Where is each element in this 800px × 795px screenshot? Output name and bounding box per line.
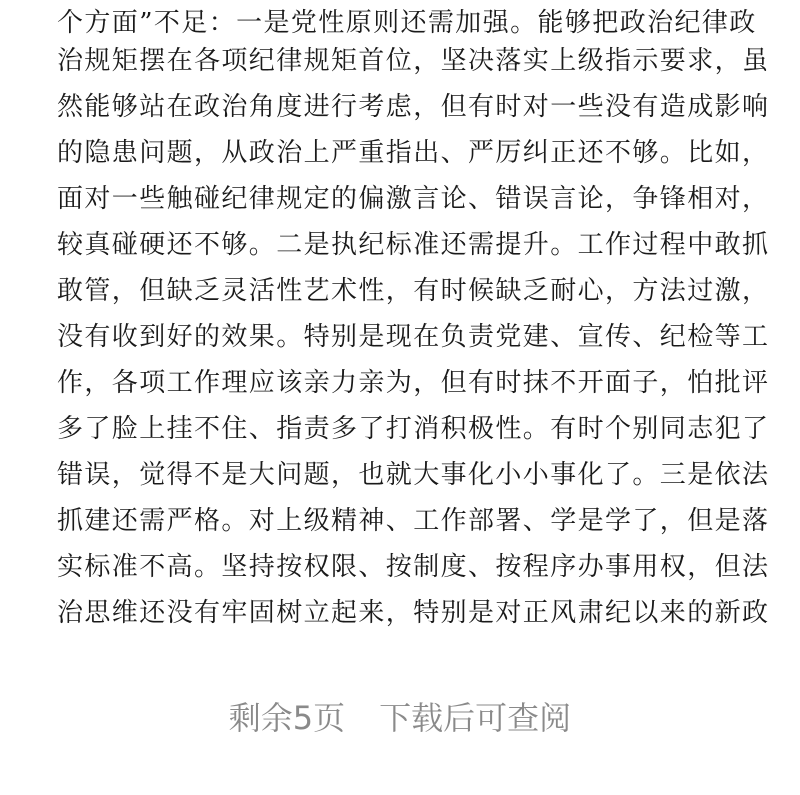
text-line: 实标准不高。坚持按权限、按制度、按程序办事用权，但法	[57, 552, 770, 582]
remaining-pages-label: 剩余5页	[228, 699, 346, 737]
text-line: 敢管，但缺乏灵活性艺术性，有时候缺乏耐心，方法过激，	[57, 276, 770, 306]
text-line: 没有收到好的效果。特别是现在负责党建、宣传、纪检等工	[57, 322, 770, 352]
text-line: 治规矩摆在各项纪律规矩首位，坚决落实上级指示要求，虽	[57, 46, 770, 76]
text-line: 面对一些触碰纪律规定的偏激言论、错误言论，争锋相对，	[57, 184, 770, 214]
text-line: 个方面”不足：一是党性原则还需加强。能够把政治纪律政	[57, 8, 757, 38]
text-line: 错误，觉得不是大问题，也就大事化小小事化了。三是依法	[57, 460, 770, 490]
text-line: 然能够站在政治角度进行考虑，但有时对一些没有造成影响	[57, 92, 770, 122]
text-line: 较真碰硬还不够。二是执纪标准还需提升。工作过程中敢抓	[57, 230, 770, 260]
text-line: 作，各项工作理应该亲力亲为，但有时抹不开面子，怕批评	[57, 368, 770, 398]
text-line: 治思维还没有牢固树立起来，特别是对正风肃纪以来的新政	[57, 598, 770, 628]
text-line: 多了脸上挂不住、指责多了打消积极性。有时个别同志犯了	[57, 414, 770, 444]
text-line: 的隐患问题，从政治上严重指出、严厉纠正还不够。比如，	[57, 138, 770, 168]
download-more-banner[interactable]	[0, 692, 800, 744]
download-prompt-label: 下载后可查阅	[379, 699, 572, 737]
text-line: 抓建还需严格。对上级精神、工作部署、学是学了，但是落	[57, 506, 770, 536]
